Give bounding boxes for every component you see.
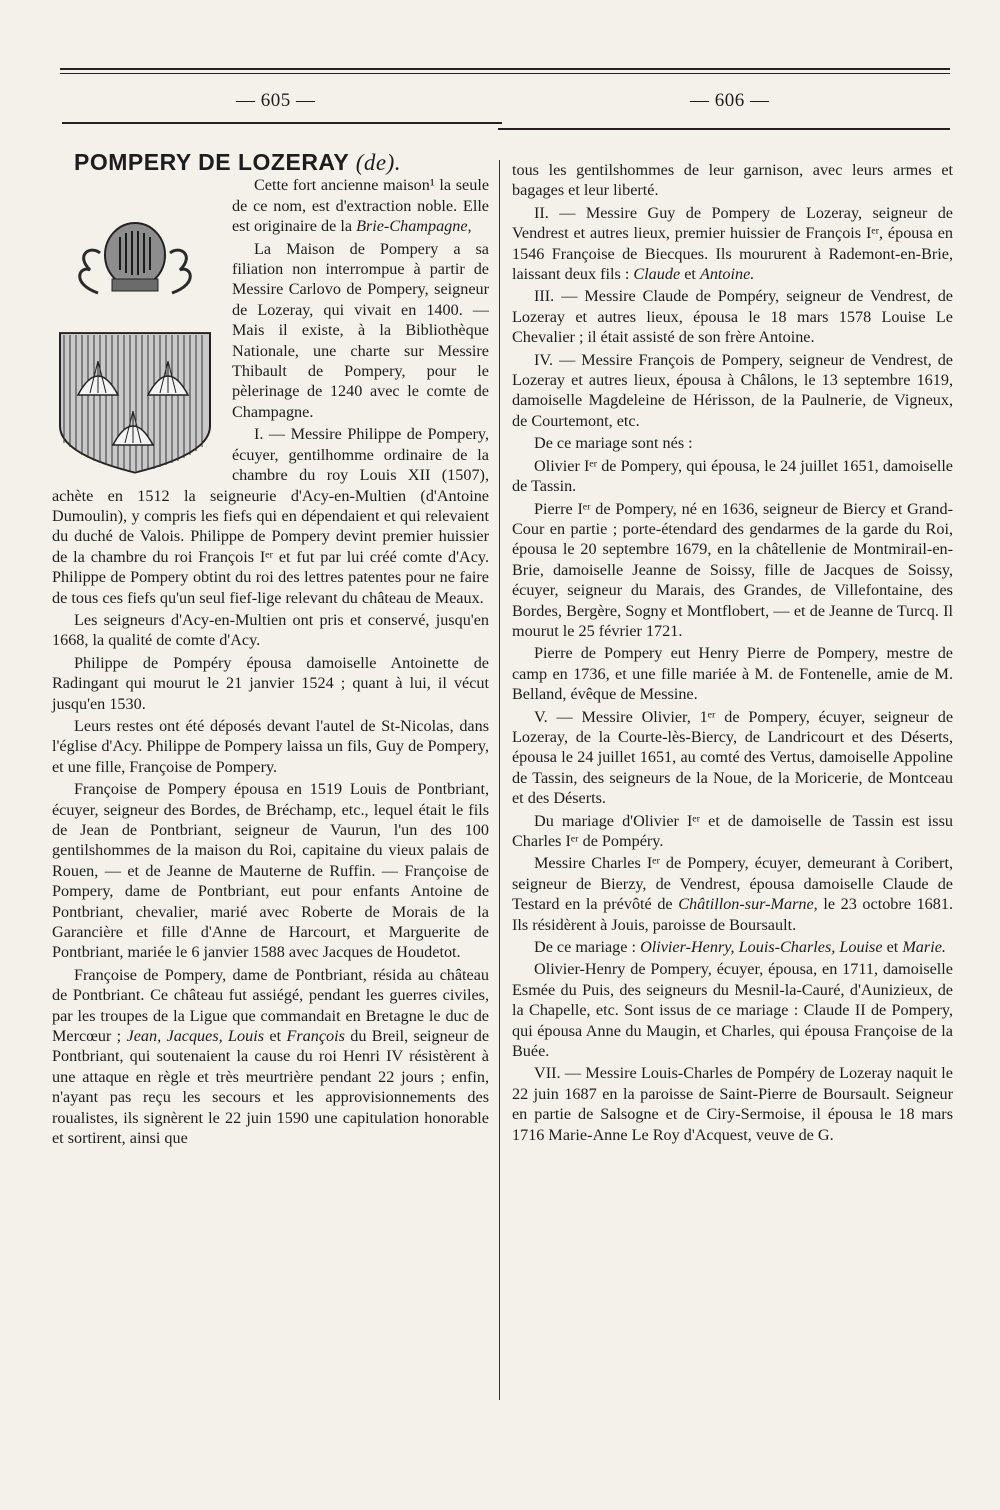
helmet-icon [105, 223, 165, 291]
title-main: POMPERY DE LOZERAY [74, 149, 349, 175]
paragraph-claude: III. — Messire Claude de Pompéry, seigneur de Vendrest, de Lozeray et autres lieux, épousa le 18 mars 1578 Louise Le Chevalier ; il était assisté de son frère Antoine. [512, 287, 953, 347]
paragraph-charles: Messire Charles Iᵉʳ de Pompery, écuyer, demeurant à Coribert, seigneur de Bierzy, de Vendrest, épousa damoiselle Claude de Testard en la prévôté de Châtillon-sur-Marne, le 23 octobre 1681. Ils résidèrent à Jouis, paroisse de Boursault. [512, 854, 953, 934]
paragraph-francois: IV. — Messire François de Pompery, seigneur de Vendrest, de Lozeray et autres lieux, épousa à Châlons, le 13 septembre 1619, damoiselle Magdeleine de Hérisson, de la Paulnerie, de Vigneux, de Courtemont, etc. [512, 350, 953, 430]
paragraph-siege: Françoise de Pompery, dame de Pontbriant, résida au château de Pontbriant. Ce château fut assiégé, pendant les guerres civiles, par les troupes de la Ligue que commandait en Bretagne le duc de Mercœur ; Jean, Jacques, Louis et François du Breil, seigneur de Pontbriant, qui soutenaient la cause du roi Henri IV résistèrent à une attaque en règle et très meurtrière pendant 22 jours ; enfin, n'ayant pas reçu les secours et les approvisionnements des roualistes, ils signèrent le 22 juin 1590 une capitulation honorable et sortirent, ainsi que [52, 965, 490, 1148]
paragraph-tassin: Du mariage d'Olivier Iᵉʳ et de damoiselle de Tassin est issu Charles Iᵉʳ de Pompéry. [512, 811, 953, 850]
paragraph-filiation: La Maison de Pompery a sa filiation non interrompue à partir de Messire Carlovo de Pompery, seigneur de Lozeray, qui vivait en 1400. — Mais il existe, à la Bibliothèque Nationale, une charte sur Messire Thibault de Pompery, pour le pèlerinage de 1240 avec le comte de Champagne. [232, 239, 489, 421]
right-column [512, 160, 953, 1147]
paragraph-intro: Cette fort ancienne maison¹ la seule de ce nom, est d'extraction noble. Elle est originaire de la Brie-Champagne, [232, 176, 489, 236]
header-rule-left [62, 122, 502, 124]
paragraph-remains: Leurs restes ont été déposés devant l'autel de St-Nicolas, dans l'église d'Acy. Philippe de Pompery laissa un fils, Guy de Pompery, et une fille, Françoise de Pompery. [52, 716, 489, 776]
paragraph-seigneurs: Les seigneurs d'Acy-en-Multien ont pris et conservé, jusqu'en 1668, la qualité de comte d'Acy. [52, 610, 489, 650]
paragraph-louis-charles: VII. — Messire Louis-Charles de Pompéry de Lozeray naquit le 22 juin 1687 en la paroisse de Saint-Pierre de Boursault. Seigneur en partie de Salsogne et de Ciry-Sermoise, il épousa le 18 mars 1716 Marie-Anne Le Roy d'Acquest, veuve de G. [512, 1064, 953, 1144]
paragraph-philippe: I. — Messire Philippe de Pompery, écuyer, gentilhomme ordinaire de la chambre du roy Louis XII (1507), achète en 1512 la seigneurie d'Acy-en-Multien (d'Antoine Dumoulin), y compris les fiefs qui en dépendaient et qui relevaient du duché de Valois. Philippe de Pompery devint premier huissier de la chambre du roi François Iᵉʳ et fut par lui créé comte d'Acy. Philippe de Pompery obtint du roi des lettres patentes pour ne faire de tous ces fiefs qu'un seul fief-lige relevant du château de Meaux. [52, 425, 489, 607]
page-number-right: — 606 — [690, 90, 770, 111]
paragraph-pierre: Pierre Iᵉʳ de Pompery, né en 1636, seigneur de Biercy et Grand-Cour en partie ; porte-étendard des gendarmes de la garde du Roi, épousa le 20 septembre 1679, en la châtellenie de Montmirail-en-Brie, damoiselle Jeanne de Soissy, fille de Jacques de Soissy, écuyer, seigneur du Marais, des Grandes, de Villefontaine, des Bordes, Bergère, Sogny et Montflobert, — et de Jeanne de Turcq. Il mourut le 25 février 1721. [512, 499, 953, 640]
title-particle: (de). [355, 150, 402, 175]
top-rule-thin [60, 73, 950, 74]
paragraph-garrison: tous les gentilshommes de leur garnison, avec leurs armes et bagages et leur liberté. [512, 161, 953, 200]
coat-of-arms [50, 175, 222, 475]
column-separator [499, 160, 500, 1400]
paragraph-olivier-v: V. — Messire Olivier, 1ᵉʳ de Pompery, écuyer, seigneur de Lozeray, de la Courte-lès-Biercy, de Landricourt et des Déserts, épousa le 24 juillet 1651, au comté des Vertus, damoiselle Appoline de Tassin, des seigneurs de la Noue, de la Moricerie, de Montceau et des Déserts. [512, 707, 953, 808]
paragraph-guy: II. — Messire Guy de Pompery de Lozeray, seigneur de Vendrest et autres lieux, premier huissier de François Iᵉʳ, épousa en 1546 Françoise de Biecques. Ils moururent à Rademont-en-Brie, laissant deux fils : Claude et Antoine. [512, 203, 953, 284]
coat-of-arms-illustration [50, 175, 222, 475]
top-rule [60, 68, 950, 70]
article-title [52, 149, 489, 175]
paragraph-children-intro: De ce mariage sont nés : [534, 434, 693, 453]
page-number-left: — 605 — [236, 90, 316, 111]
header-rule-right [498, 128, 950, 130]
left-column [52, 149, 490, 1151]
paragraph-francoise: Françoise de Pompery épousa en 1519 Louis de Pontbriant, écuyer, seigneur des Bordes, de Bréchamp, etc., lequel était le fils de Jean de Pontbriant, seigneur de Vaurun, l'un des 100 gentilshommes de la maison du Roi, capitaine du vieux palais de Rouen, — et de Jeanne de Mauterne de Ruffin. — Françoise de Pompery, dame de Pontbriant, eut pour enfants Antoine de Pontbriant, chevalier, marié avec Roberte de Morais de la Garancière et fille d'Anne de Harcourt, et Marguerite de Pontbriant, mariée le 6 janvier 1588 avec Jacques de Houdetot. [52, 780, 489, 962]
paragraph-marriage: Philippe de Pompéry épousa damoiselle Antoinette de Radingant qui mourut le 21 janvier 1524 ; quant à lui, il vécut jusqu'en 1530. [52, 653, 489, 713]
paragraph-pierre-heirs: Pierre de Pompery eut Henry Pierre de Pompery, mestre de camp en 1736, et une fille mariée à M. de Fontenelle, amie de M. Belland, évêque de Messine. [512, 644, 953, 704]
paragraph-olivier: Olivier Iᵉʳ de Pompery, qui épousa, le 24 juillet 1651, damoiselle de Tassin. [512, 456, 953, 496]
paragraph-olivier-henry: Olivier-Henry de Pompery, écuyer, épousa, en 1711, damoiselle Esmée du Puis, des seigneurs du Mesnil-la-Cauré, d'Aunizieux, de la Chapelle, etc. Sont issus de ce mariage : Claude II de Pompery, qui épousa Anne du Maugin, et Charles, qui épousa Françoise de la Buée. [512, 960, 953, 1061]
shield-three-scallops-icon [60, 334, 210, 474]
paragraph-children: De ce mariage : Olivier-Henry, Louis-Charles, Louise et Marie. [534, 938, 946, 957]
